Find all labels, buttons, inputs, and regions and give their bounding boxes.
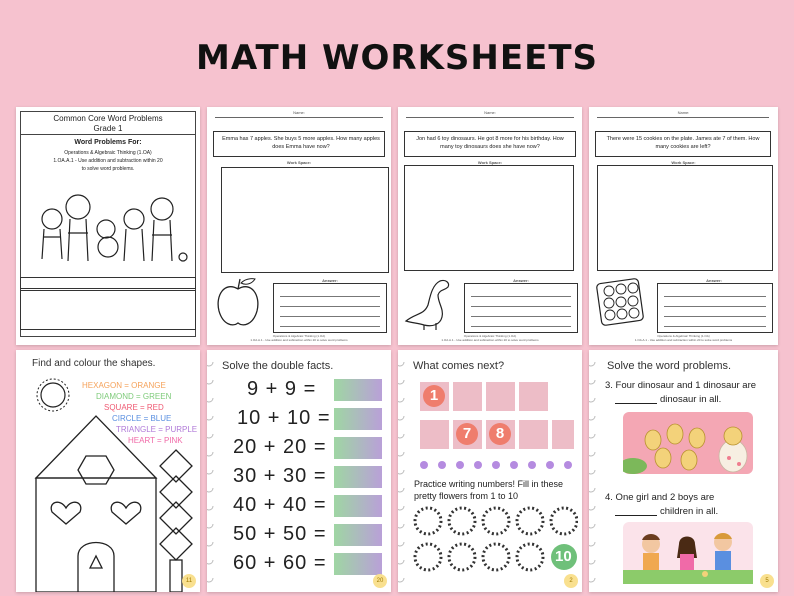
legend-heart: HEART = PINK (128, 436, 183, 445)
seq-box[interactable] (519, 382, 548, 411)
seq-box[interactable] (519, 420, 548, 449)
legend-square: SQUARE = RED (104, 403, 164, 412)
answer-box-2[interactable] (334, 408, 382, 430)
apple-icon (215, 275, 261, 329)
answer-box[interactable] (464, 283, 578, 333)
page-number-badge: 20 (373, 574, 387, 588)
footer-line1: Operations & Algebraic Thinking (1.OA) (272, 334, 326, 338)
worksheet-cookies[interactable] (589, 107, 778, 345)
answer-label: Answer: (706, 278, 722, 283)
fact-1: 9 + 9 = (247, 378, 317, 400)
answer-box-5[interactable] (334, 495, 382, 517)
name-label: Name: (677, 110, 690, 115)
word-problems-header: Solve the word problems. (607, 360, 732, 372)
seq-number-1: 1 (423, 385, 445, 407)
answer-box-4[interactable] (334, 466, 382, 488)
dinosaur-icon (402, 275, 460, 331)
flower-wreaths (412, 504, 578, 584)
page-number-badge: 2 (564, 574, 578, 588)
spiral-binding (589, 350, 597, 592)
flower-border-icon (418, 458, 578, 472)
practice-instructions: Practice writing numbers! Fill in these pretty flowers from 1 to 10 (414, 479, 564, 501)
page-title: MATH WORKSHEETS (196, 38, 598, 78)
seq-box[interactable] (453, 382, 482, 411)
work-space-label: Work Space: (671, 160, 696, 165)
what-next-header: What comes next? (413, 360, 505, 372)
footer-line2: 1.OA.A.1 - Use addition and subtraction within 20 to solve word problems (634, 338, 733, 342)
worksheet-what-comes-next[interactable] (398, 350, 582, 592)
work-space-box[interactable] (404, 165, 574, 271)
house-shapes-drawing (26, 406, 200, 592)
dinosaurs-hatching-illustration (623, 412, 753, 474)
answer-label: Answer: (513, 278, 529, 283)
worksheet-dinosaurs[interactable] (398, 107, 582, 345)
answer-box-1[interactable] (334, 379, 382, 401)
worksheet-shapes[interactable] (16, 350, 200, 592)
seq-box[interactable] (420, 420, 449, 449)
work-space-label: Work Space: (286, 160, 312, 165)
worksheet-word-problems[interactable] (589, 350, 778, 592)
fact-4: 30 + 30 = (233, 465, 327, 487)
page-number-badge: 11 (182, 574, 196, 588)
worksheet-double-facts[interactable] (207, 350, 391, 592)
spiral-binding (207, 350, 215, 592)
problem-text: There were 15 cookies on the plate. James ate 7 of them. How many cookies are left? (606, 136, 760, 150)
name-label: Name: (293, 110, 305, 115)
fact-5: 40 + 40 = (233, 494, 327, 516)
question-4-line2: children in all. (660, 506, 719, 517)
seq-box (420, 382, 449, 411)
legend-diamond: DIAMOND = GREEN (96, 392, 172, 401)
footer-line1: Operations & Algebraic Thinking (1.OA) (657, 334, 710, 338)
cover-line1: Operations & Algebraic Thinking (1.OA) (64, 150, 152, 156)
answer-box[interactable] (273, 283, 387, 333)
answer-label: Answer: (322, 278, 338, 283)
footer-line2: 1.OA.A.1 - Use addition and subtraction within 20 to solve word problems (250, 338, 348, 342)
fact-3: 20 + 20 = (233, 436, 327, 458)
cover-line3: to solve word problems. (81, 166, 135, 172)
seq-box[interactable] (552, 420, 574, 449)
name-label: Name: (484, 110, 496, 115)
children-illustration (623, 522, 753, 584)
answer-box[interactable] (657, 283, 773, 333)
seq-number-7: 7 (456, 423, 478, 445)
question-4-line1: 4. One girl and 2 boys are (605, 492, 715, 503)
question-3-line2: dinosaur in all. (660, 394, 722, 405)
worksheet-apples[interactable] (207, 107, 391, 345)
cover-line2: 1.OA.A.1 - Use addition and subtraction within 20 (53, 158, 163, 164)
cover-info-box (20, 290, 196, 330)
double-facts-header: Solve the double facts. (222, 360, 334, 372)
answer-box-7[interactable] (334, 553, 382, 575)
seq-box[interactable] (486, 382, 515, 411)
cover-name-box (20, 277, 196, 289)
answer-box-6[interactable] (334, 524, 382, 546)
question-3-line1: 3. Four dinosaur and 1 dinosaur are (605, 380, 757, 391)
work-space-label: Work Space: (477, 160, 503, 165)
legend-circle: CIRCLE = BLUE (112, 414, 172, 423)
cover-heading: Word Problems For: (74, 139, 142, 146)
fact-6: 50 + 50 = (233, 523, 327, 545)
fact-2: 10 + 10 = (237, 407, 331, 429)
work-space-box[interactable] (597, 165, 773, 271)
seq-box (486, 420, 515, 449)
seq-box (453, 420, 482, 449)
answer-box-3[interactable] (334, 437, 382, 459)
shapes-header: Find and colour the shapes. (32, 358, 156, 369)
cover-grade: Grade 1 (93, 124, 123, 133)
problem-text: Jon had 6 toy dinosaurs. He got 8 more for his birthday. How many toy dinosaurs does she have now? (416, 136, 564, 150)
answer-blank-3[interactable] (615, 403, 657, 404)
footer-line2: 1.OA.A.1 - Use addition and subtraction within 20 to solve word problems (441, 338, 539, 342)
spiral-binding (398, 350, 406, 592)
kids-illustration (30, 189, 190, 271)
problem-text: Emma has 7 apples. She buys 5 more apples. How many apples does Emma have now? (222, 136, 380, 150)
worksheet-cover[interactable] (16, 107, 200, 345)
footer-line1: Operations & Algebraic Thinking (1.OA) (463, 334, 517, 338)
answer-blank-4[interactable] (615, 515, 657, 516)
cover-title: Common Core Word Problems (53, 114, 163, 123)
ten-number: 10 (555, 548, 572, 565)
fact-7: 60 + 60 = (233, 552, 327, 574)
page-number-badge: 5 (760, 574, 774, 588)
legend-triangle: TRIANGLE = PURPLE (116, 425, 198, 434)
cookies-plate-icon (595, 277, 645, 329)
seq-number-8: 8 (489, 423, 511, 445)
legend-hexagon: HEXAGON = ORANGE (82, 381, 166, 390)
work-space-box[interactable] (221, 167, 389, 273)
